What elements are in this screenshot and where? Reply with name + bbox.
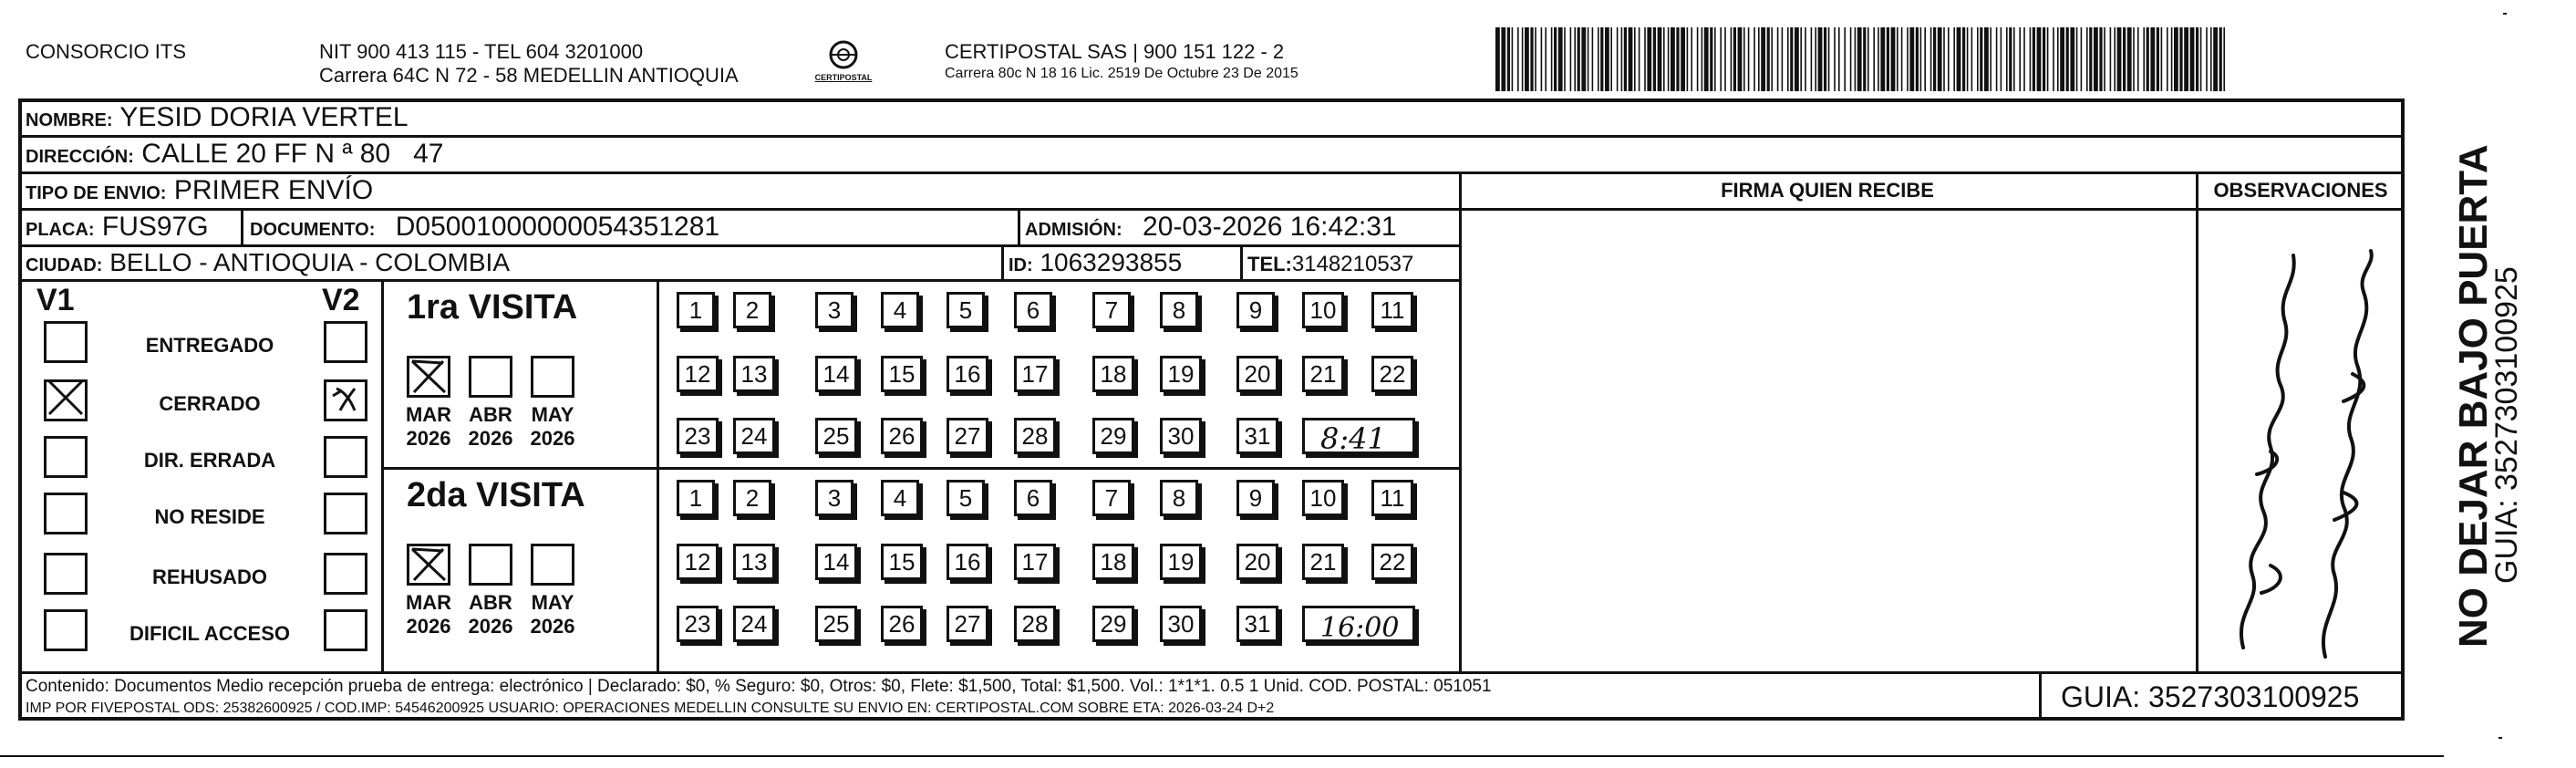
status-label: ENTREGADO [145,334,274,357]
id-label: ID: [1009,255,1033,275]
v2-checkbox[interactable] [324,609,367,651]
barcode-bar [1790,27,1793,91]
barcode-bar [1704,27,1709,91]
tel-label: TEL: [1247,253,1292,275]
barcode-bar [1782,27,1784,91]
month-label: MAR [405,403,452,426]
barcode-bar [1953,27,1955,91]
barcode-bar [1512,27,1514,91]
month-checkbox[interactable] [531,544,574,586]
day-box[interactable]: 4 [881,292,919,328]
visit-title: 1ra VISITA [407,288,578,327]
logo-text: CERTIPOSTAL [814,73,873,82]
day-box[interactable]: 31 [1236,606,1278,642]
barcode-bar [2057,27,2059,91]
admision-label: ADMISIÓN: [1025,220,1122,240]
month-year: 2026 [406,427,451,450]
barcode-bar [2171,27,2173,91]
barcode-bar [1754,27,1755,91]
day-box[interactable]: 3 [815,292,853,328]
day-box[interactable]: 22 [1371,544,1413,580]
barcode-bar [1558,27,1563,91]
day-box[interactable]: 4 [881,480,919,516]
day-box[interactable]: 23 [677,418,719,454]
barcode-bar [2033,27,2035,91]
barcode-bar [1570,27,1572,91]
barcode-bar [1691,27,1692,91]
barcode-bar [2114,27,2116,91]
barcode-bar [1738,27,1743,91]
barcode-bar [1588,27,1589,91]
barcode-bar [1811,27,1813,91]
day-box[interactable]: 5 [947,480,985,516]
direccion-label: DIRECCIÓN: [26,147,134,167]
barcode-bar [1495,27,1500,91]
observaciones-handwriting [2207,246,2398,666]
barcode-bar [2133,27,2135,91]
placa-label: PLACA: [26,220,95,240]
barcode-bar [1720,27,1722,91]
id-value: 1063293855 [1040,248,1183,276]
barcode-bar [1800,27,1802,91]
v1-cerrado-mark [44,378,88,420]
barcode-bar [1980,27,1982,91]
month-checkbox[interactable] [469,356,512,398]
barcode-bar [1971,27,1973,91]
day-box[interactable]: 28 [1014,606,1056,642]
barcode-bar [2190,27,2195,91]
day-box[interactable]: 18 [1092,356,1134,392]
barcode-bar [1962,27,1965,91]
tipo-label: TIPO DE ENVIO: [26,183,167,203]
day-box[interactable]: 21 [1302,544,1344,580]
barcode-bar [2089,27,2092,91]
firma-header: FIRMA QUIEN RECIBE [1721,179,1934,202]
barcode-bar [2001,27,2002,91]
day-box[interactable]: 24 [733,606,775,642]
barcode-bar [2167,27,2168,91]
barcode-bar [1857,27,1862,91]
barcode-bar [1522,27,1524,91]
barcode-bar [1920,27,1922,91]
barcode-bar [2019,27,2021,91]
day-box[interactable]: 6 [1014,292,1052,328]
day-box[interactable]: 3 [815,480,853,516]
barcode-bar [1581,27,1586,91]
day-box[interactable]: 7 [1092,292,1131,328]
barcode-bar [1663,27,1665,91]
month-label: ABR [469,403,512,426]
barcode-bar [1681,27,1685,91]
barcode-bar [2157,27,2159,91]
barcode-bar [1767,27,1770,91]
day-box[interactable]: 30 [1160,606,1202,642]
day-box[interactable]: 15 [881,356,923,392]
barcode-bar [2219,27,2222,91]
barcode-bar [2047,27,2049,91]
footer-line1: Contenido: Documentos Medio recepción prueba de entrega: electrónico | Declarado: $0, % Seguro: $0, Otros: $0, Flete: $1,500, Total: $1,500. Vol.: 1*1*1. 0.5 1 Unid. COD. POSTAL: 051051 [26,677,1492,696]
barcode-bar [1907,27,1909,91]
month-mark-stroke [412,549,445,580]
barcode-bar [1551,27,1553,91]
day-box[interactable]: 23 [677,606,719,642]
barcode-bar [1578,27,1580,91]
barcode-bar [1702,27,1703,91]
barcode-bar [1855,27,1857,91]
day-box[interactable]: 15 [881,544,923,580]
status-label: DIR. ERRADA [143,449,276,472]
month-label: ABR [469,591,512,614]
barcode-bar [2196,27,2198,91]
day-box[interactable]: 18 [1092,544,1134,580]
day-box[interactable]: 1 [677,292,715,328]
day-box[interactable]: 21 [1302,356,1344,392]
day-box[interactable]: 19 [1160,544,1202,580]
barcode-bar [1878,27,1879,91]
day-box[interactable]: 9 [1236,292,1275,328]
barcode-bar [2013,27,2015,91]
barcode-bar [1535,27,1536,91]
barcode-bars [1495,27,2229,91]
day-box[interactable]: 9 [1236,480,1275,516]
barcode-bar [2200,27,2202,91]
barcode-bar [2206,27,2208,91]
day-box[interactable]: 29 [1092,606,1134,642]
placa-value: FUS97G [101,212,209,242]
barcode-bar [2223,27,2225,91]
barcode-bar [1658,27,1662,91]
barcode-bar [1610,27,1612,91]
visit1-time-text: 8:41 [1320,421,1386,456]
barcode-bar [1644,27,1646,91]
barcode-bar [1916,27,1919,91]
v1-checkbox[interactable] [44,553,88,595]
barcode-bar [1624,27,1627,91]
v2-checkbox[interactable] [324,436,367,478]
v1-checkbox[interactable] [44,609,88,651]
barcode-bar [2006,27,2008,91]
barcode-bar [1668,27,1670,91]
barcode-bar [2210,27,2212,91]
barcode-bar [1938,27,1942,91]
day-box[interactable]: 26 [881,606,923,642]
day-box[interactable]: 20 [1236,544,1278,580]
barcode-bar [1897,27,1898,91]
day-box[interactable]: 8 [1160,480,1198,516]
day-box[interactable]: 7 [1092,480,1131,516]
documento-label: DOCUMENTO: [250,220,376,240]
day-box[interactable]: 2 [733,292,771,328]
barcode-bar [2030,27,2032,91]
barcode-bar [1828,27,1830,91]
barcode-bar [1901,27,1903,91]
barcode-bar [1795,27,1799,91]
day-box[interactable]: 28 [1014,418,1056,454]
logo-icon [812,38,875,93]
certipostal-logo [812,38,875,93]
v2-label: V2 [322,283,360,317]
month-year: 2026 [468,427,513,450]
day-box[interactable]: 24 [733,418,775,454]
certipostal-line: CERTIPOSTAL SAS | 900 151 122 - 2 [945,40,1285,63]
barcode-bar [1984,27,1989,91]
v2-cerrado-mark [324,378,367,420]
visit1-time-handwriting [1309,416,1417,458]
barcode-bar [1731,27,1733,91]
side-guia: GUIA: 3527303100925 [2489,266,2524,584]
day-box[interactable]: 10 [1302,480,1344,516]
barcode-bar [1600,27,1603,91]
v2-checkbox[interactable] [324,553,367,595]
day-box[interactable]: 12 [677,544,719,580]
footer-line2: IMP POR FIVEPOSTAL ODS: 25382600925 / COD.IMP: 54546200925 USUARIO: OPERACIONES MEDELLIN CONSULTE SU ENVIO EN: CERTIPOSTAL.COM SOBRE ETA: 2026-03-24 D+2 [26,701,1275,716]
barcode-bar [1501,27,1505,91]
v1-checkbox[interactable] [44,493,88,534]
day-box[interactable]: 1 [677,480,715,516]
barcode-bar [1554,27,1557,91]
barcode-bar [1880,27,1885,91]
barcode-bar [1957,27,1961,91]
barcode-bar [2213,27,2218,91]
month-label: MAY [531,591,574,614]
month-label: MAY [531,403,574,426]
barcode-bar [1873,27,1875,91]
day-box[interactable]: 17 [1014,544,1056,580]
barcode-bar [2099,27,2102,91]
barcode-bar [1943,27,1945,91]
v1-checkbox[interactable] [44,321,88,363]
barcode-bar [2053,27,2054,91]
barcode-bar [2161,27,2163,91]
barcode-bar [1990,27,1991,91]
v2-checkbox[interactable] [324,321,367,363]
barcode-bar [1909,27,1914,91]
barcode-bar [1507,27,1510,91]
barcode-bar [1639,27,1640,91]
barcode-bar [1525,27,1529,91]
day-box[interactable]: 13 [733,356,775,392]
status-label: NO RESIDE [154,505,265,528]
nit-line: NIT 900 413 115 - TEL 604 3201000 [319,40,644,63]
company-name: CONSORCIO ITS [26,40,187,63]
barcode-bar [2043,27,2045,91]
barcode-bar [1714,27,1716,91]
barcode-bar [2143,27,2145,91]
barcode-bar [1863,27,1866,91]
barcode-bar [1697,27,1699,91]
barcode-bar [1647,27,1651,91]
barcode-bar [1867,27,1869,91]
day-box[interactable]: 11 [1371,480,1413,516]
barcode-bar [1598,27,1599,91]
day-box[interactable]: 20 [1236,356,1278,392]
day-box[interactable]: 16 [947,356,988,392]
tel-value: 3148210537 [1291,252,1414,276]
side-no-dejar: NO DEJAR BAJO PUERTA [2451,144,2496,648]
barcode-bar [2023,27,2025,91]
status-label: REHUSADO [152,566,267,588]
day-box[interactable]: 30 [1160,418,1202,454]
barcode-bar [2137,27,2139,91]
barcode-bar [2009,27,2012,91]
barcode-bar [1617,27,1619,91]
ciudad-value: BELLO - ANTIOQUIA - COLOMBIA [109,248,510,276]
status-label: CERRADO [159,392,261,415]
barcode-bar [1671,27,1675,91]
day-box[interactable]: 16 [947,544,988,580]
barcode-bar [1887,27,1889,91]
barcode-bar [2037,27,2042,91]
visit2-time-handwriting [1309,604,1417,646]
documento-value: D05001000000054351281 [395,212,720,242]
barcode-bar [1924,27,1926,91]
barcode-bar [2076,27,2078,91]
barcode-bar [1545,27,1547,91]
barcode-bar [1818,27,1823,91]
v2-checkbox[interactable] [324,493,367,534]
day-box[interactable]: 5 [947,292,985,328]
visit-title: 2da VISITA [407,476,585,514]
visit2-time-text: 16:00 [1320,612,1400,644]
barcode-bar [1743,27,1745,91]
barcode-bar [1891,27,1896,91]
barcode-bar [1761,27,1765,91]
day-box[interactable]: 17 [1014,356,1056,392]
tipo-value: PRIMER ENVÍO [173,175,374,205]
barcode-bar [2117,27,2122,91]
barcode-bar [1948,27,1950,91]
barcode [1495,27,2229,91]
barcode-bar [2104,27,2105,91]
barcode-bar [1564,27,1566,91]
day-box[interactable]: 14 [815,544,857,580]
barcode-bar [1834,27,1836,91]
barcode-bar [1541,27,1543,91]
barcode-bar [2174,27,2178,91]
barcode-bar [1933,27,1936,91]
barcode-bar [1777,27,1779,91]
barcode-bar [1517,27,1519,91]
barcode-bar [2150,27,2155,91]
barcode-bar [2179,27,2182,91]
month-mark [407,356,450,398]
barcode-bar [2094,27,2098,91]
month-checkbox[interactable] [469,544,512,586]
month-year: 2026 [468,615,513,638]
barcode-bar [1733,27,1736,91]
barcode-bar [2070,27,2074,91]
barcode-bar [2060,27,2064,91]
day-box[interactable]: 26 [881,418,923,454]
v1-checkbox[interactable] [44,436,88,478]
day-box[interactable]: 6 [1014,480,1052,516]
day-box[interactable]: 8 [1160,292,1198,328]
ciudad-label: CIUDAD: [26,255,103,275]
barcode-bar [2066,27,2069,91]
month-checkbox[interactable] [531,356,574,398]
barcode-bar [1930,27,1932,91]
day-box[interactable]: 19 [1160,356,1202,392]
month-mark [407,544,450,586]
day-box[interactable]: 12 [677,356,719,392]
barcode-bar [1687,27,1689,91]
barcode-bar [1676,27,1679,91]
certipostal-address: Carrera 80c N 18 16 Lic. 2519 De Octubre 23 De 2015 [945,66,1298,81]
barcode-bar [1530,27,1533,91]
day-box[interactable]: 25 [815,418,857,454]
nombre-label: NOMBRE: [26,110,113,130]
day-box[interactable]: 31 [1236,418,1278,454]
month-mark-stroke [412,361,445,392]
barcode-bar [1605,27,1609,91]
barcode-bar [1815,27,1816,91]
observaciones-header: OBSERVACIONES [2213,179,2388,202]
day-box[interactable]: 22 [1371,356,1413,392]
barcode-bar [1996,27,1998,91]
day-box[interactable]: 29 [1092,418,1134,454]
barcode-bar [1574,27,1576,91]
v1-label: V1 [36,283,75,317]
barcode-bar [1771,27,1773,91]
barcode-bar [1710,27,1712,91]
day-box[interactable]: 27 [947,418,988,454]
barcode-bar [1634,27,1636,91]
day-box[interactable]: 27 [947,606,988,642]
month-year: 2026 [530,427,575,450]
barcode-bar [2147,27,2149,91]
day-box[interactable]: 2 [733,480,771,516]
barcode-bar [1592,27,1594,91]
barcode-bar [1967,27,1969,91]
month-label: MAR [405,591,452,614]
barcode-bar [2110,27,2112,91]
barcode-bar [1653,27,1656,91]
barcode-bar [2127,27,2132,91]
month-year: 2026 [406,615,451,638]
day-box[interactable]: 25 [815,606,857,642]
status-label: DIFICIL ACCESO [129,622,290,645]
barcode-bar [2081,27,2083,91]
direccion-value: CALLE 20 FF N ª 80 47 [141,139,444,169]
address-line: Carrera 64C N 72 - 58 MEDELLIN ANTIOQUIA [319,64,739,87]
day-box[interactable]: 11 [1371,292,1413,328]
barcode-bar [1748,27,1750,91]
day-box[interactable]: 14 [815,356,857,392]
barcode-bar [2184,27,2188,91]
barcode-bar [1758,27,1760,91]
month-year: 2026 [530,615,575,638]
barcode-bar [1824,27,1826,91]
day-box[interactable]: 10 [1302,292,1344,328]
footer-guia: GUIA: 3527303100925 [2061,680,2360,713]
barcode-bar [1838,27,1840,91]
admision-value: 20-03-2026 16:42:31 [1143,212,1397,242]
barcode-bar [1977,27,1979,91]
barcode-bar [1621,27,1623,91]
barcode-bar [2086,27,2088,91]
barcode-bar [1805,27,1806,91]
nombre-value: YESID DORIA VERTEL [119,102,409,132]
barcode-bar [1850,27,1852,91]
barcode-bar [1787,27,1789,91]
barcode-bar [2123,27,2126,91]
barcode-bar [1629,27,1633,91]
barcode-bar [1724,27,1726,91]
day-box[interactable]: 13 [733,544,775,580]
barcode-bar [1844,27,1846,91]
